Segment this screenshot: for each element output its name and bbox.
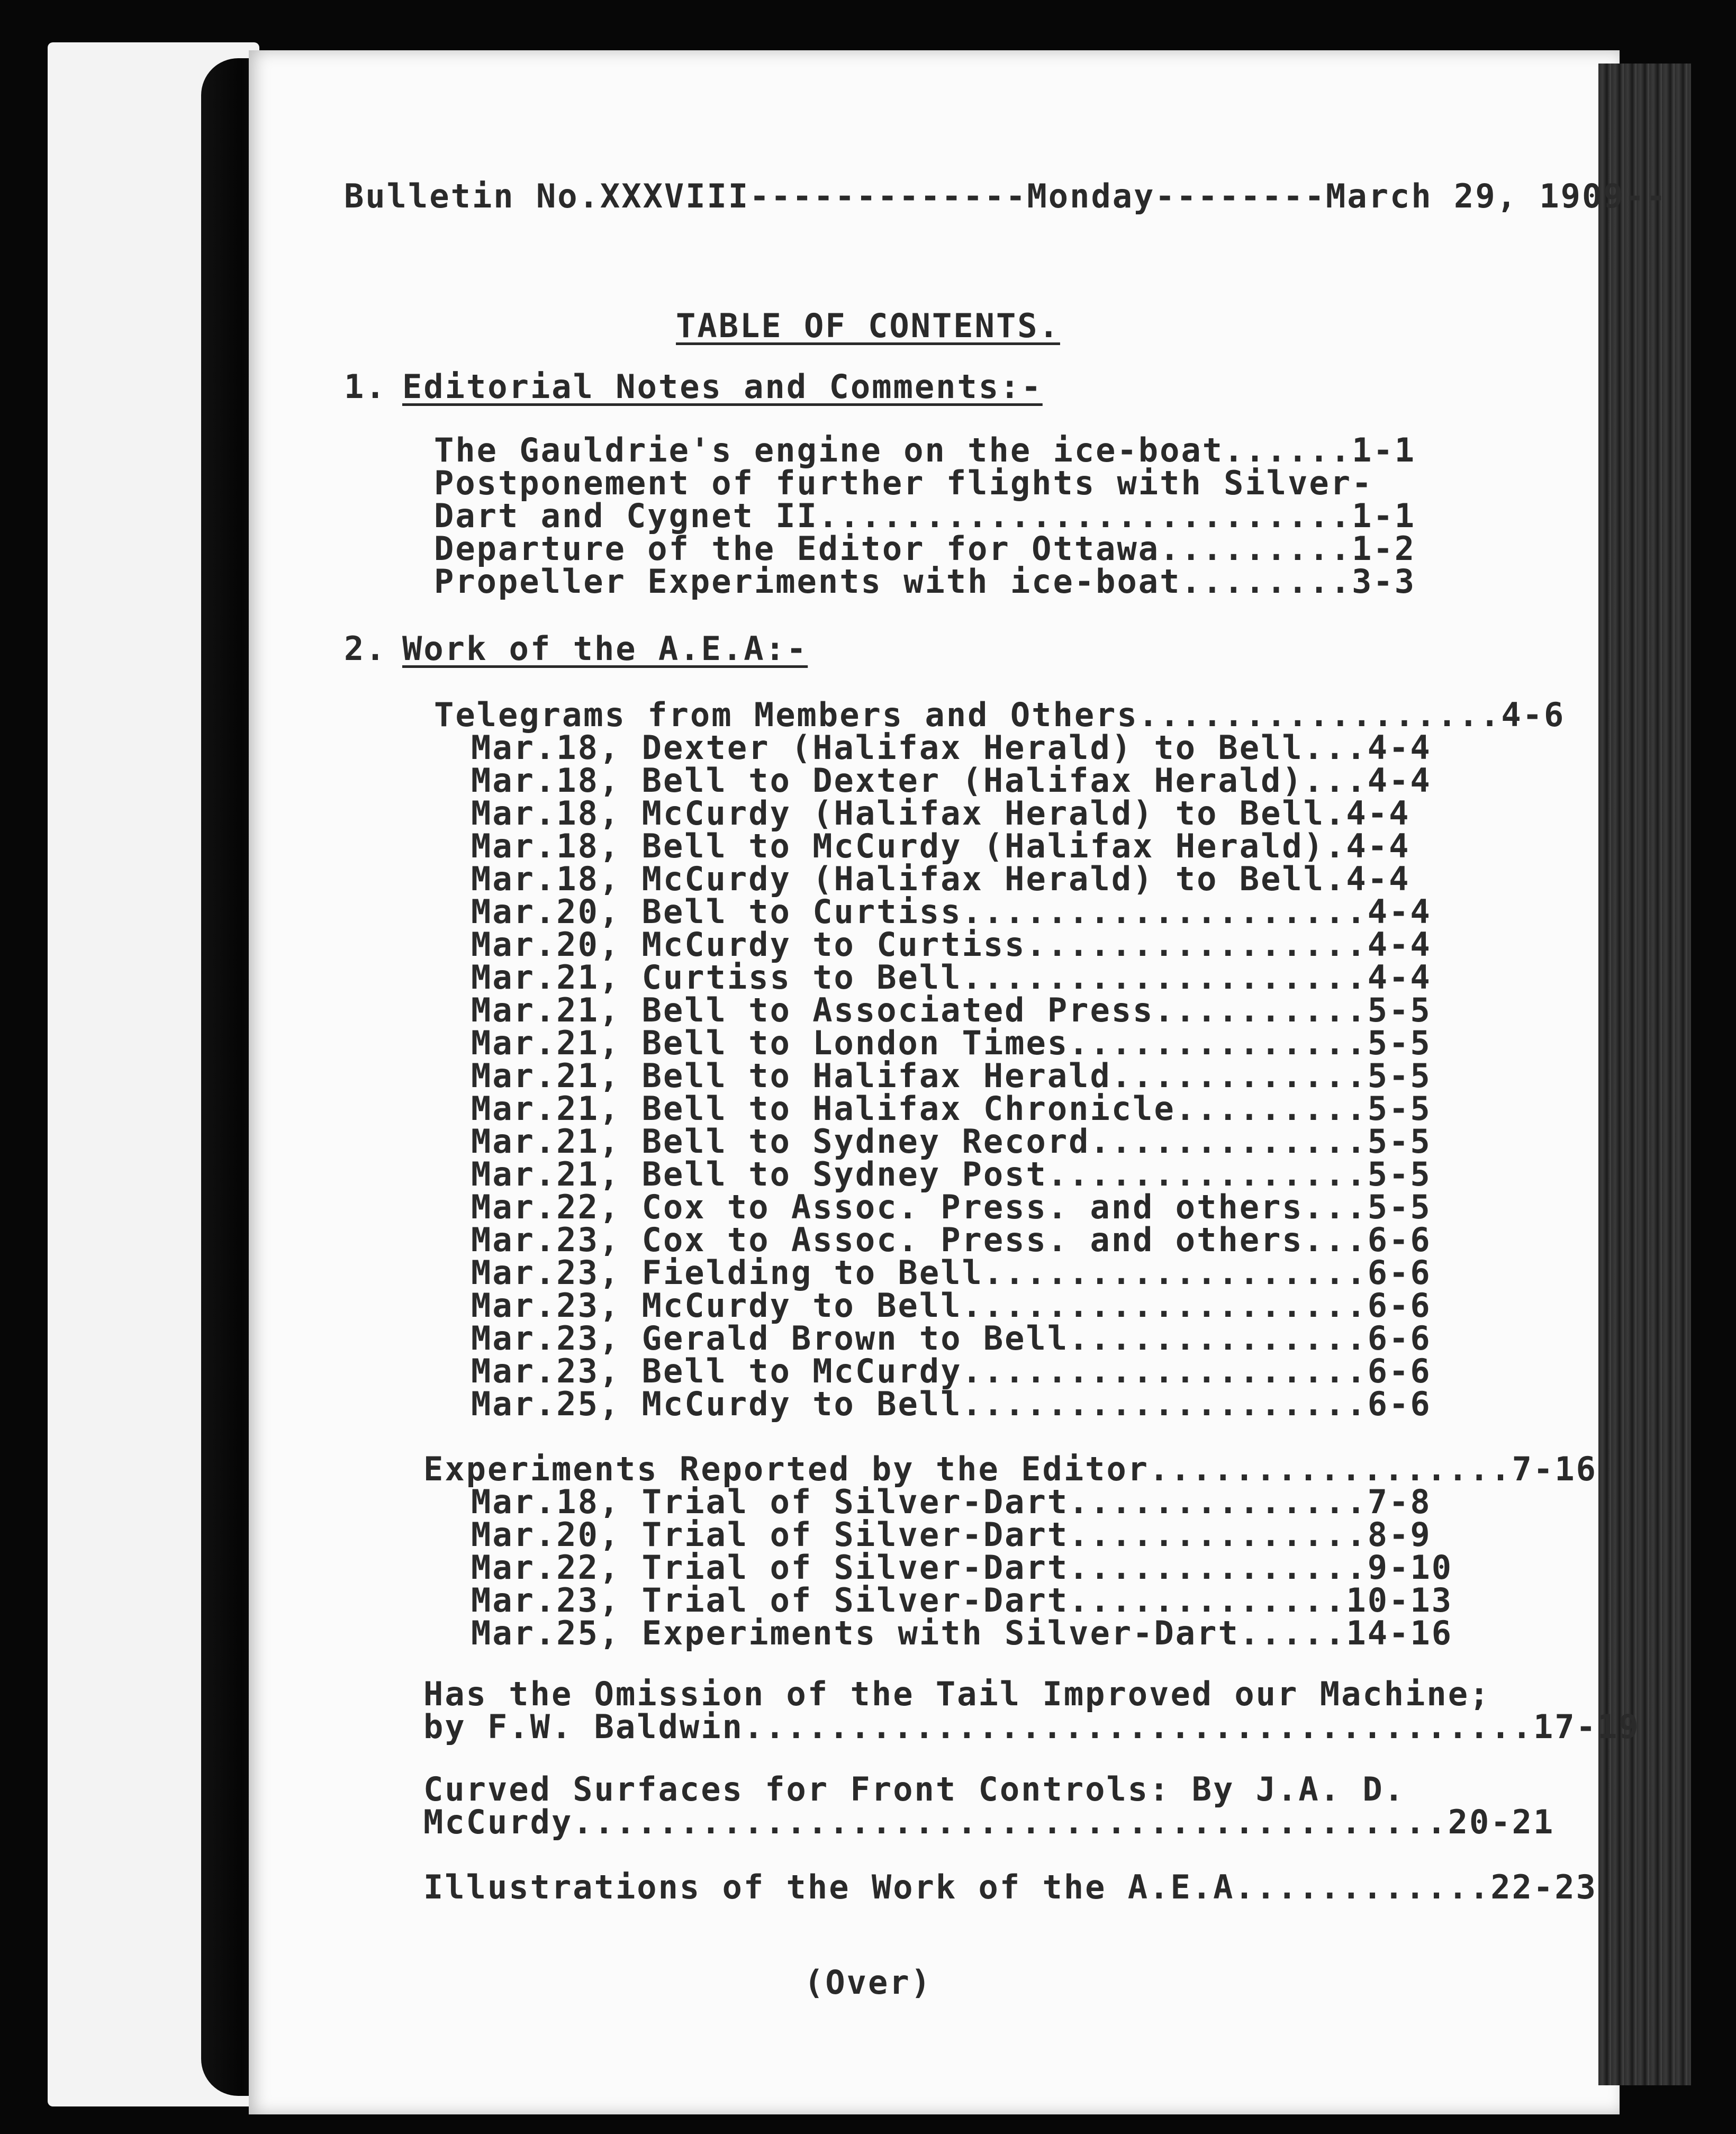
telegram-entry: Mar.22, Cox to Assoc. Press. and others...5-5 — [471, 1188, 1432, 1226]
experiment-entry: Mar.25, Experiments with Silver-Dart.....14-16 — [471, 1614, 1453, 1652]
telegram-entry: Mar.21, Bell to Sydney Record.............5-5 — [471, 1122, 1432, 1161]
telegram-entry: Mar.21, Curtiss to Bell...................4-4 — [471, 958, 1432, 997]
section-2-heading: Work of the A.E.A:- — [402, 629, 808, 668]
telegram-entry: Mar.25, McCurdy to Bell...................6-6 — [471, 1385, 1432, 1423]
telegram-entry: Mar.18, McCurdy (Halifax Herald) to Bell.4-4 — [471, 860, 1410, 898]
section-2-number: 2. — [344, 629, 387, 668]
page-title: TABLE OF CONTENTS. — [676, 306, 1060, 345]
telegram-entry: Mar.21, Bell to Associated Press..........5-5 — [471, 991, 1432, 1029]
telegram-entry: Mar.23, Gerald Brown to Bell..............6-6 — [471, 1319, 1432, 1358]
section-1-number: 1. — [344, 367, 387, 406]
telegram-entry: Mar.18, Bell to Dexter (Halifax Herald)...4-4 — [471, 761, 1432, 800]
illustrations-line: Illustrations of the Work of the A.E.A............22-23 — [423, 1868, 1597, 1906]
article-author-line: by F.W. Baldwin.....................................17-19 — [423, 1707, 1640, 1746]
telegrams-heading: Telegrams from Members and Others.................4-6 — [434, 695, 1566, 734]
article-title: Curved Surfaces for Front Controls: By J.A. D. — [423, 1770, 1406, 1809]
experiment-entry: Mar.23, Trial of Silver-Dart.............10-13 — [471, 1581, 1453, 1620]
telegram-entry: Mar.21, Bell to Halifax Chronicle.........5-5 — [471, 1089, 1432, 1128]
experiment-entry: Mar.20, Trial of Silver-Dart..............8-9 — [471, 1515, 1432, 1554]
telegram-entry: Mar.23, Fielding to Bell..................6-6 — [471, 1253, 1432, 1292]
editorial-line: Departure of the Editor for Ottawa.........1-2 — [434, 529, 1416, 568]
editorial-line: Dart and Cygnet II.........................1-1 — [434, 496, 1416, 535]
telegram-entry: Mar.21, Bell to London Times..............5-5 — [471, 1024, 1432, 1062]
bulletin-header: Bulletin No.XXXVIII-------------Monday--------March 29, 1909-- — [344, 177, 1668, 215]
telegram-entry: Mar.23, Bell to McCurdy...................6-6 — [471, 1352, 1432, 1390]
telegram-entry: Mar.18, McCurdy (Halifax Herald) to Bell.4-4 — [471, 794, 1410, 833]
editorial-line: Postponement of further flights with Silver- — [434, 464, 1373, 502]
section-1-heading: Editorial Notes and Comments:- — [402, 367, 1043, 406]
telegram-entry: Mar.18, Bell to McCurdy (Halifax Herald).4-4 — [471, 827, 1410, 865]
experiment-entry: Mar.18, Trial of Silver-Dart..............7-8 — [471, 1482, 1432, 1521]
experiment-entry: Mar.22, Trial of Silver-Dart..............9-10 — [471, 1548, 1453, 1587]
telegram-entry: Mar.20, Bell to Curtiss...................4-4 — [471, 892, 1432, 931]
telegram-entry: Mar.21, Bell to Sydney Post...............5-5 — [471, 1155, 1432, 1193]
footer-over: (Over) — [804, 1963, 932, 2002]
experiments-heading: Experiments Reported by the Editor.................7-16 — [423, 1450, 1597, 1488]
telegram-entry: Mar.23, Cox to Assoc. Press. and others...6-6 — [471, 1220, 1432, 1259]
telegram-entry: Mar.23, McCurdy to Bell...................6-6 — [471, 1286, 1432, 1325]
editorial-line: Propeller Experiments with ice-boat........3-3 — [434, 562, 1416, 601]
telegram-entry: Mar.18, Dexter (Halifax Herald) to Bell...4-4 — [471, 728, 1432, 767]
editorial-line: The Gauldrie's engine on the ice-boat......1-1 — [434, 431, 1416, 469]
telegram-entry: Mar.21, Bell to Halifax Herald............5-5 — [471, 1056, 1432, 1095]
article-author-line: McCurdy.........................................20-21 — [423, 1803, 1555, 1841]
telegram-entry: Mar.20, McCurdy to Curtiss................4-4 — [471, 925, 1432, 964]
article-title: Has the Omission of the Tail Improved our Machine; — [423, 1675, 1491, 1713]
